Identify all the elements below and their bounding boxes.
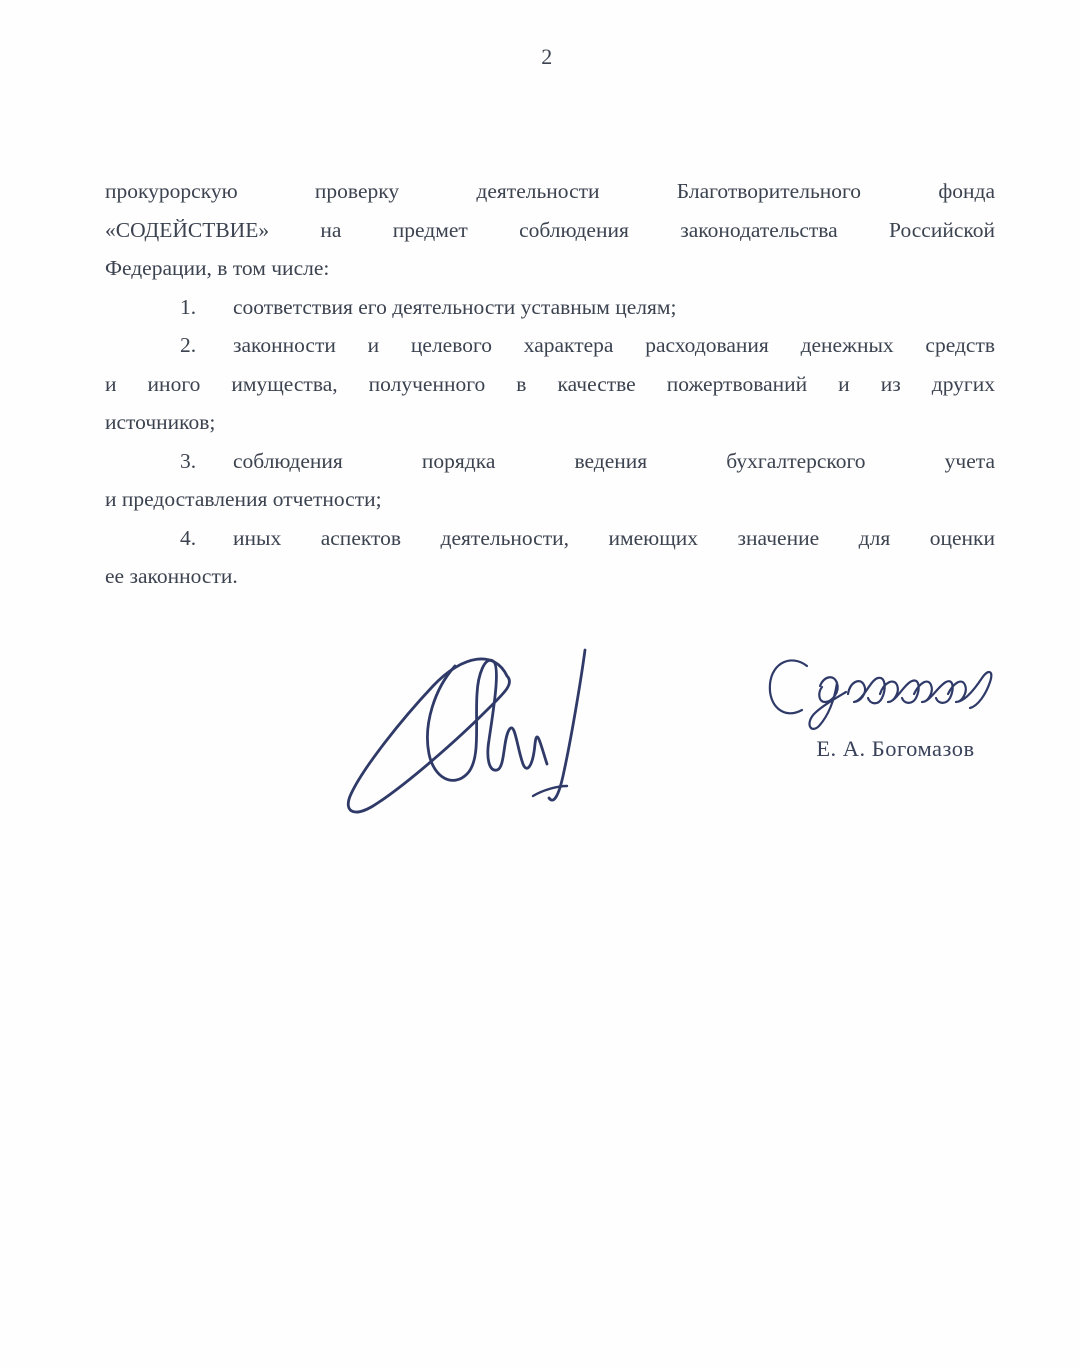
list-item-4 (105, 519, 995, 558)
signatory-name: Е. А. Богомазов (816, 736, 975, 761)
list-item-text: соответствия его деятельности уставным целям; (233, 294, 677, 319)
document-body (105, 172, 995, 596)
list-item-text: соблюдения порядка ведения бухгалтерского учета (233, 448, 995, 473)
list-item-2-continuation: источников; (105, 410, 216, 434)
paragraph-line: прокурорскую проверку деятельности Благотворительного фонда (105, 179, 995, 203)
list-item-number: 3. (180, 448, 197, 473)
list-item-1 (105, 288, 995, 327)
list-item-2 (105, 326, 995, 365)
handwritten-closing-icon (762, 650, 1000, 740)
list-item-number: 4. (180, 525, 197, 550)
list-item-4-continuation: ее законности. (105, 564, 238, 588)
list-item-number: 2. (180, 333, 197, 357)
page-number: 2 (541, 44, 553, 69)
list-item-text: иных аспектов деятельности, имеющих значение для оценки (233, 525, 995, 550)
list-item-3-continuation: и предоставления отчетности; (105, 487, 382, 511)
list-item-number: 1. (180, 294, 197, 319)
list-item-text: законности и целевого характера расходования денежных средств (233, 333, 995, 357)
list-item-3 (105, 442, 995, 481)
paragraph-line: «СОДЕЙСТВИЕ» на предмет соблюдения законодательства Российской (105, 217, 995, 242)
paragraph-line: Федерации, в том числе: (105, 256, 330, 280)
handwritten-signature-icon (335, 628, 605, 818)
list-item-2-continuation: и иного имущества, полученного в качестве пожертвований и из других (105, 371, 995, 396)
